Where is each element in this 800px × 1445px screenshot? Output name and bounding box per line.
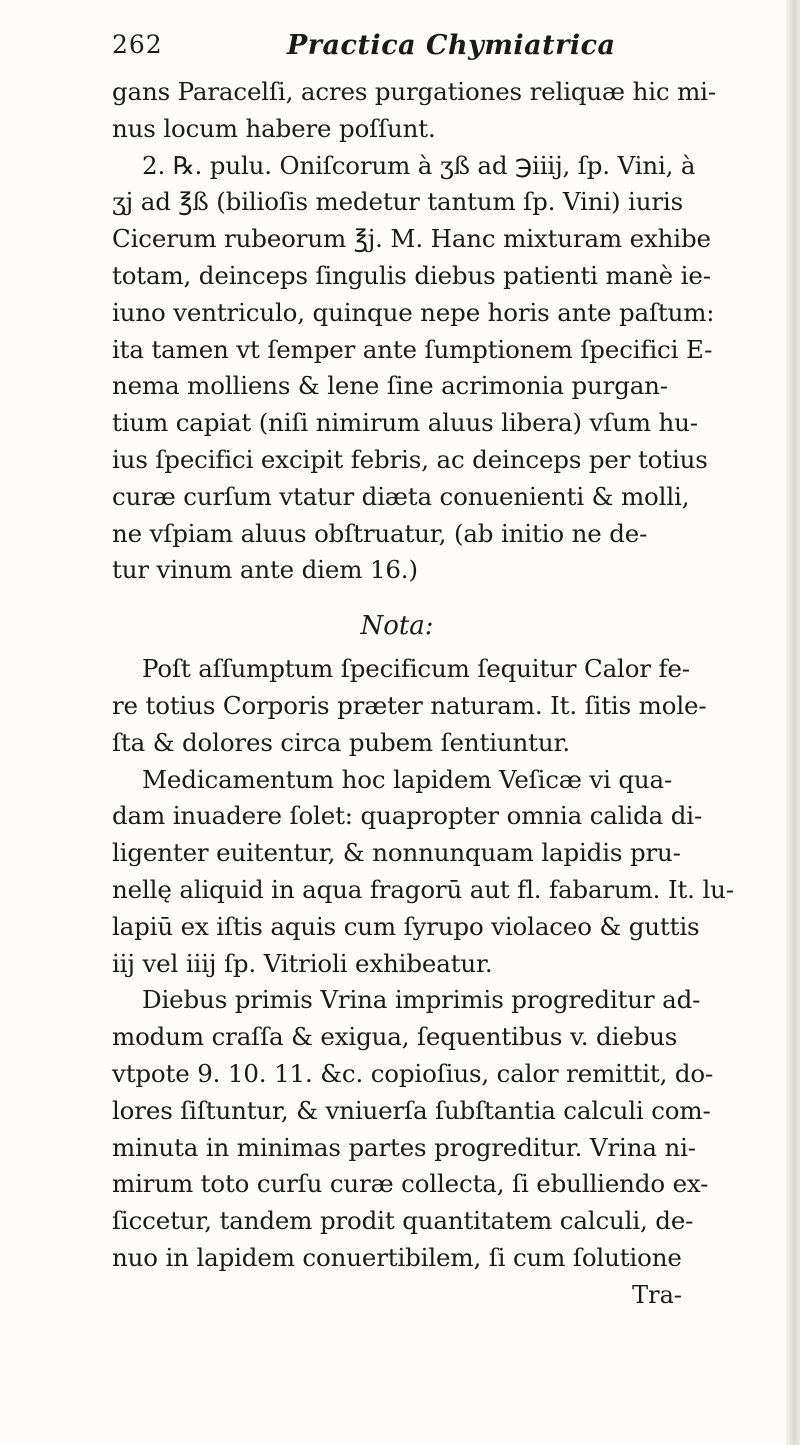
text-line: ligenter euitentur, & nonnunquam lapidis pru- bbox=[112, 838, 681, 868]
paragraph-urine bbox=[112, 982, 800, 1276]
running-title: Practica Chymiatrica bbox=[287, 30, 616, 61]
text-line: modum craſſa & exigua, ſequentibus v. diebus bbox=[112, 1022, 678, 1052]
text-line: nus locum habere poſſunt. bbox=[112, 113, 436, 143]
text-line: re totius Corporis præter naturam. It. ſitis mole- bbox=[112, 690, 707, 720]
catchword: Tra- bbox=[632, 1280, 682, 1309]
text-line: tium capiat (niſi nimirum aluus libera) vſum hu- bbox=[112, 408, 698, 438]
nota-heading: Nota: bbox=[360, 611, 434, 642]
text-line: Poſt aſſumptum ſpecificum ſequitur Calor fe- bbox=[142, 654, 690, 684]
text-line: gans Paracelſi, acres purgationes reliquæ hic mi- bbox=[112, 77, 716, 106]
paragraph-recipe bbox=[112, 148, 800, 590]
text-line: 2. ℞. pulu. Oniſcorum à ʒß ad ℈iiij, ſp. Vini, à bbox=[142, 150, 696, 180]
text-line: ſiccetur, tandem prodit quantitatem calculi, de- bbox=[112, 1206, 694, 1236]
paragraph-symptoms bbox=[112, 651, 800, 761]
text-line: ita tamen vt ſemper ante ſumptionem ſpecifici E- bbox=[112, 334, 713, 364]
text-line: totam, deinceps ſingulis diebus patienti manè ie- bbox=[112, 260, 711, 290]
text-line: lapiū ex iſtis aquis cum ſyrupo violaceo & guttis bbox=[112, 911, 700, 941]
text-line: Cicerum rubeorum ℥j. M. Hanc mixturam exhibe bbox=[112, 224, 711, 254]
text-line: curæ curſum vtatur diæta conuenienti & molli, bbox=[112, 481, 690, 511]
text-line: nuo in lapidem conuertibilem, ſi cum ſolutione bbox=[112, 1242, 682, 1272]
text-line: Medicamentum hoc lapidem Veſicæ vi qua- bbox=[142, 764, 673, 794]
text-line: Diebus primis Vrina imprimis progreditur ad- bbox=[142, 985, 701, 1015]
text-line: dam inuadere ſolet: quapropter omnia calida di- bbox=[112, 801, 703, 831]
text-line: lores ſiſtuntur, & vniuerſa ſubſtantia calculi com- bbox=[112, 1095, 711, 1125]
text-line: vtpote 9. 10. 11. &c. copioſius, calor remittit, do- bbox=[112, 1058, 714, 1088]
text-line: ius ſpecifici excipit febris, ac deinceps per totius bbox=[112, 444, 708, 474]
page-number: 262 bbox=[112, 30, 163, 59]
body-text bbox=[112, 74, 800, 1313]
page-header bbox=[112, 30, 672, 66]
text-line: ʒj ad ℥ß (bilioſis medetur tantum ſp. Vini) iuris bbox=[112, 187, 684, 217]
text-line: iij vel iiij ſp. Vitrioli exhibeatur. bbox=[112, 948, 493, 978]
text-line: minuta in minimas partes progreditur. Vrina ni- bbox=[112, 1132, 696, 1162]
text-line: nema molliens & lene ſine acrimonia purgan- bbox=[112, 371, 668, 401]
text-line: ſta & dolores circa pubem ſentiuntur. bbox=[112, 727, 571, 757]
text-line: iuno ventriculo, quinque nepe horis ante paſtum: bbox=[112, 297, 715, 327]
paragraph-continuation bbox=[112, 74, 800, 148]
text-line: mirum toto curſu curæ collecta, ſi ebulliendo ex- bbox=[112, 1169, 709, 1199]
text-line: tur vinum ante diem 16.) bbox=[112, 555, 418, 585]
paragraph-stone bbox=[112, 762, 800, 983]
text-line: ne vſpiam aluus obſtruatur, (ab initio ne de- bbox=[112, 518, 648, 548]
text-line: nellę aliquid in aqua fragorū aut fl. fabarum. It. lu- bbox=[112, 874, 734, 904]
